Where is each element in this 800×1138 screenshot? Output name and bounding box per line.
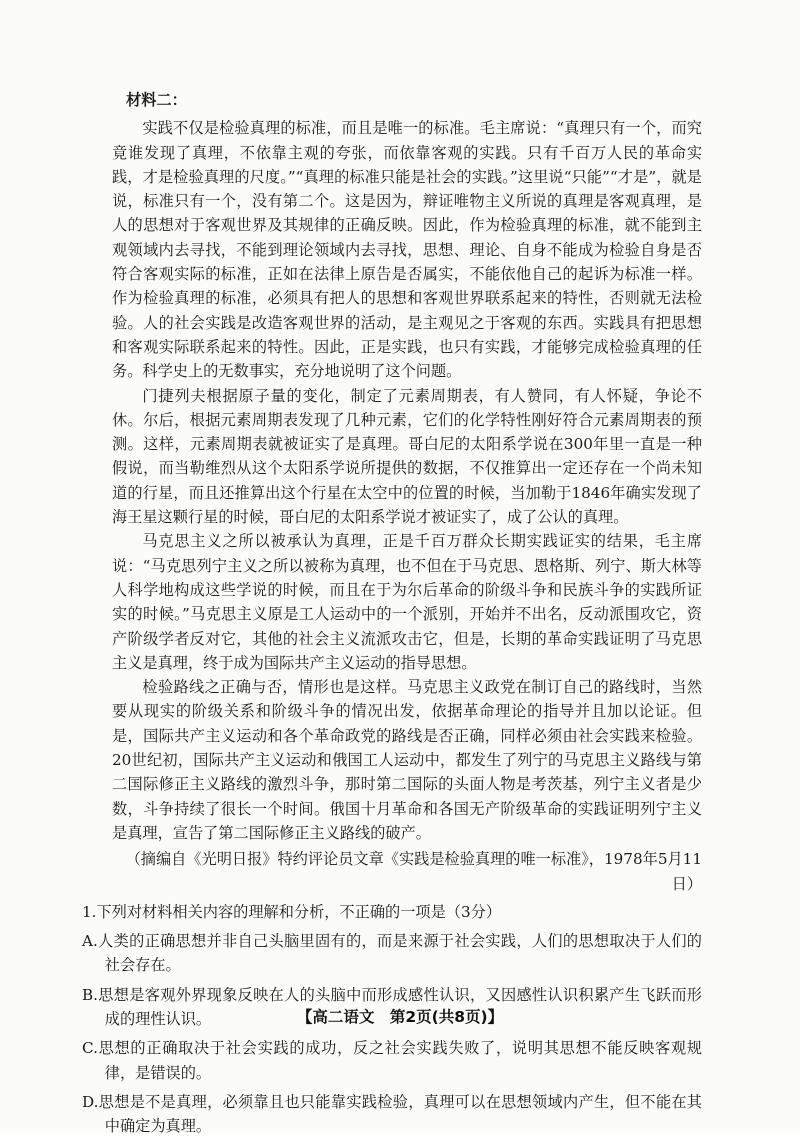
- material-heading: 材料二：: [126, 91, 187, 109]
- option-c: C.思想的正确取决于社会实践的成功，反之社会实践失败了，说明其思想不能反映客观规律，是错误的。: [82, 1039, 702, 1082]
- option-a: A.人类的正确思想并非自己头脑里固有的，而是来源于社会实践，人们的思想取决于人们的社会存在。: [82, 932, 702, 975]
- material-paragraph-1: 实践不仅是检验真理的标准，而且是唯一的标准。毛主席说：“真理只有一个，而究竟谁发现了真理，不依靠主观的夸张，而依靠客观的实践。只有千百万人民的革命实践，才是检验真理的尺度。”“真理的标准只能是社会的实践。”这里说“只能”“才是”，就是说，标准只有一个，没有第二个。这是因为，辩证唯物主义所说的真理是客观真理，是人的思想对于客观世界及其规律的正确反映。因此，作为检验真理的标准，就不能到主观领域内去寻找，不能到理论领域内去寻找，思想、理论、自身不能成为检验自身是否符合客观实际的标准，正如在法律上原告是否属实，不能依他自己的起诉为标准一样。作为检验真理的标准，必须具有把人的思想和客观世界联系起来的特性，否则就无法检验。人的社会实践是改造客观世界的活动，是主观见之于客观的东西。实践具有把思想和客观实际联系起来的特性。因此，正是实践，也只有实践，才能够完成检验真理的任务。科学史上的无数事实，充分地说明了这个问题。: [112, 119, 702, 381]
- material-paragraph-2: 门捷列夫根据原子量的变化，制定了元素周期表，有人赞同，有人怀疑，争论不休。尔后，根据元素周期表发现了几种元素，它们的化学特性刚好符合元素周期表的预测。这样，元素周期表就被证实了是真理。哥白尼的太阳系学说在300年里一直是一种假说，而当勒维烈从这个太阳系学说所提供的数据，不仅推算出一定还存在一个尚未知道的行星，而且还推算出这个行星在太空中的位置的时候，当加勒于1846年确实发现了海王星这颗行星的时候，哥白尼的太阳系学说才被证实了，成了公认的真理。: [112, 386, 702, 527]
- material-source: （摘编自《光明日报》特约评论员文章《实践是检验真理的唯一标准》，1978年5月11日）: [125, 850, 702, 893]
- option-b: B.思想是客观外界现象反映在人的头脑中而形成感性认识，又因感性认识积累产生飞跃而形成的理性认识。: [82, 985, 702, 1028]
- material-paragraph-4: 检验路线之正确与否，情形也是这样。马克思主义政党在制订自己的路线时，当然要从现实的阶级关系和阶级斗争的情况出发，依据革命理论的指导并且加以论证。但是，国际共产主义运动和各个革命政党的路线是否正确，同样必须由社会实践来检验。20世纪初，国际共产主义运动和俄国工人运动中，都发生了列宁的马克思主义路线与第二国际修正主义路线的激烈斗争，那时第二国际的头面人物是考茨基，列宁主义者是少数，斗争持续了很长一个时间。俄国十月革命和各国无产阶级革命的实践证明列宁主义是真理，宣告了第二国际修正主义路线的破产。: [112, 678, 702, 842]
- question-options: [82, 929, 702, 1138]
- question-stem: 1.下列对材料相关内容的理解和分析，不正确的一项是（3分）: [82, 902, 502, 921]
- page-content: [82, 88, 702, 1138]
- page-footer: 【高二语文 第2页(共8页)】: [296, 1008, 504, 1026]
- option-d: D.思想是不是真理，必须靠且也只能靠实践检验，真理可以在思想领域内产生，但不能在其中确定为真理。: [82, 1092, 702, 1136]
- material-paragraph-3: 马克思主义之所以被承认为真理，正是千百万群众长期实践证实的结果，毛主席说：“马克思列宁主义之所以被称为真理，也不但在于马克思、恩格斯、列宁、斯大林等人科学地构成这些学说的时候，而且在于为尔后革命的阶级斗争和民族斗争的实践所证实的时候。”马克思主义原是工人运动中的一个派别，开始并不出名，反动派围攻它，资产阶级学者反对它，其他的社会主义流派攻击它，但是，长期的革命实践证明了马克思主义是真理，终于成为国际共产主义运动的指导思想。: [112, 532, 702, 672]
